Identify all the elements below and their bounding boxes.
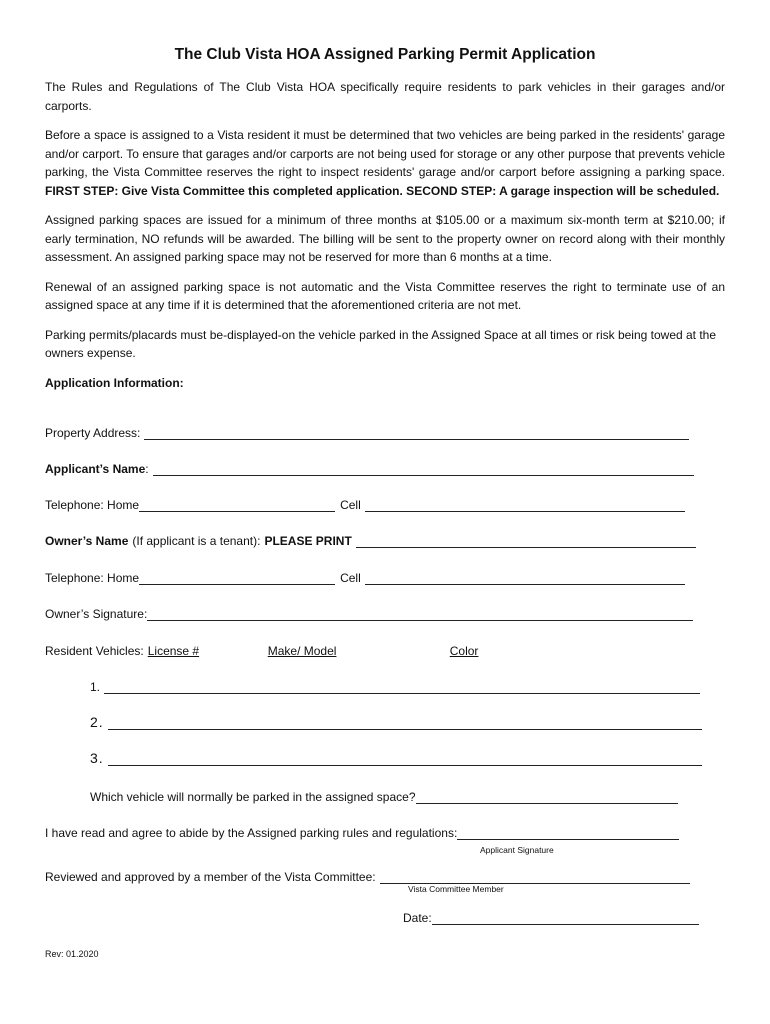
steps-text: FIRST STEP: Give Vista Committee this completed application. SECOND STEP: A garage inspection will be scheduled. xyxy=(45,183,720,198)
owner-signature-label: Owner’s Signature: xyxy=(45,607,148,621)
cell-label: Cell xyxy=(340,498,361,512)
owner-telephone-home-field[interactable] xyxy=(139,572,335,585)
page-title: The Club Vista HOA Assigned Parking Permit Application xyxy=(174,46,596,63)
property-address-field[interactable] xyxy=(144,427,689,440)
make-model-column-header: Make/ Model xyxy=(267,644,337,658)
fees-paragraph: Assigned parking spaces are issued for a minimum of three months at $105.00 or a maximum six-month term at $210.00; if early termination, NO refunds will be awarded. The billing will be sent to the property owner on record along with their monthly assessment. An assigned parking space may not be reserved for more than 6 months at a time. xyxy=(45,213,725,264)
color-column-header: Color xyxy=(449,644,479,658)
which-vehicle-label: Which vehicle will normally be parked in the assigned space? xyxy=(90,790,416,804)
intro-paragraph: The Rules and Regulations of The Club Vista HOA specifically require residents to park vehicles in their garages and/or carports. xyxy=(45,80,725,113)
reviewed-label: Reviewed and approved by a member of the Vista Committee: xyxy=(45,870,376,884)
vehicle-row-2 xyxy=(90,714,702,730)
renewal-paragraph: Renewal of an assigned parking space is not automatic and the Vista Committee reserves the right to terminate use of an assigned space at any time if it is determined that the aforementioned criteria are not met. xyxy=(45,279,725,312)
owner-name-label: Owner’s Name xyxy=(45,534,129,548)
inspection-text: Before a space is assigned to a Vista resident it must be determined that two vehicles are being parked in the residents' garage and/or carport. To ensure that garages and/or carports are not being used for storage or any other purpose that prevents vehicle parking, the Vista Committee reserves the right to inspect residents' garage and/or carport before assigning a parking space. xyxy=(45,128,725,179)
vehicle-row-number: 3. xyxy=(90,750,104,766)
application-info-heading: Application Information: xyxy=(45,375,184,390)
applicant-name-field[interactable] xyxy=(153,463,694,476)
telephone-row-1 xyxy=(45,498,685,512)
resident-vehicles-header xyxy=(45,644,478,658)
vehicle-1-field[interactable] xyxy=(104,681,700,694)
resident-vehicles-label: Resident Vehicles: xyxy=(45,644,144,658)
owner-cell-label: Cell xyxy=(340,571,361,585)
owner-name-note: (If applicant is a tenant): xyxy=(132,534,261,548)
owner-signature-field[interactable] xyxy=(147,608,693,621)
agree-row xyxy=(45,826,679,840)
which-vehicle-field[interactable] xyxy=(416,791,678,804)
property-address-row xyxy=(45,426,689,440)
applicant-name-row xyxy=(45,462,694,476)
cell-field[interactable] xyxy=(365,499,685,512)
vehicle-3-field[interactable] xyxy=(108,753,702,766)
telephone-home-field[interactable] xyxy=(139,499,335,512)
owner-name-row xyxy=(45,534,696,548)
owner-cell-field[interactable] xyxy=(365,572,685,585)
inspection-paragraph xyxy=(45,126,725,200)
telephone-row-2 xyxy=(45,571,685,585)
date-row xyxy=(403,911,699,925)
please-print-label: PLEASE PRINT xyxy=(264,534,352,548)
reviewed-row xyxy=(45,870,690,884)
applicant-signature-caption: Applicant Signature xyxy=(480,845,554,855)
date-field[interactable] xyxy=(432,912,699,925)
vehicle-row-3 xyxy=(90,750,702,766)
license-column-header: License # xyxy=(147,644,200,658)
vehicle-row-number: 1. xyxy=(90,680,101,694)
owner-name-field[interactable] xyxy=(356,535,696,548)
vehicle-row-1 xyxy=(90,680,700,694)
property-address-label: Property Address: xyxy=(45,426,141,440)
owner-signature-row xyxy=(45,607,693,621)
placard-paragraph: Parking permits/placards must be-displayed-on the vehicle parked in the Assigned Space at all times or risk being towed at the owners expense. xyxy=(45,327,717,360)
date-label: Date: xyxy=(403,911,432,925)
committee-member-caption: Vista Committee Member xyxy=(408,884,504,894)
vehicle-2-field[interactable] xyxy=(108,717,702,730)
which-vehicle-row xyxy=(90,790,678,804)
owner-telephone-home-label: Telephone: Home xyxy=(45,571,140,585)
vehicle-row-number: 2. xyxy=(90,714,104,730)
telephone-home-label: Telephone: Home xyxy=(45,498,140,512)
applicant-name-colon: : xyxy=(145,462,149,476)
agree-label: I have read and agree to abide by the Assigned parking rules and regulations: xyxy=(45,826,458,840)
revision-label: Rev: 01.2020 xyxy=(45,949,99,959)
applicant-signature-field[interactable] xyxy=(457,827,679,840)
committee-member-field[interactable] xyxy=(380,871,690,884)
applicant-name-label: Applicant’s Name xyxy=(45,462,146,476)
